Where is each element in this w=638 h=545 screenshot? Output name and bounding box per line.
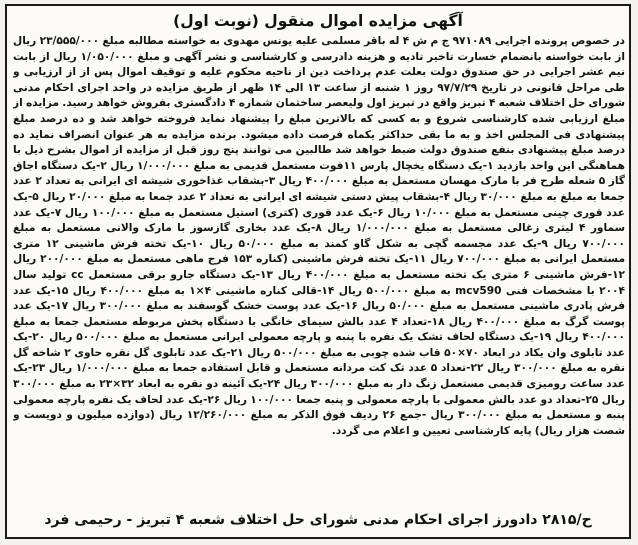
notice-title: آگهی مزایده اموال منقول (نوبت اول) (173, 12, 463, 30)
notice-frame (5, 4, 631, 539)
notice-body: در خصوص پرونده اجرایی ۹۷۱۰۸۹ ج م ش ۴ له باقر مسلمی علیه یونس مهدوی به خواسته مطالبه مبلغ ۲۳/۵۵۵/۰۰۰ ریال از بابت خواسته بانضمام خسارت تاخیر تادیه و هزینه دادرسی و کارشناسی و نشر آگهی و مبلغ ۱/۰۵۰/۰۰۰ ریال از بابت نیم عشر اجرایی در حق صندوق دولت بعلت عدم پرداخت دین از ناحیه محکوم علیه و توقیف اموال پس از از ارزیابی و طی مراحل قانونی در تاریخ ۹۷/۷/۲۹ روز ۱ شنبه از ساعت ۱۳ الی ۱۴ ظهر از طریق مزایده در واحد اجرای احکام مدنی شورای حل اختلاف شعبه ۴ تبریز واقع در تبریز اول ولیعصر ساختمان شماره ۴ دادگستری بفروش خواهد رسید. مزایده از مبلغ ارزیابی شده کارشناسی شروع و به کسی که بالاترین مبلغ را پیشنهاد نماید فروخته خواهد شد و ده درصد مبلغ پیشنهادی فی المجلس اخذ و به ما بقی حداکثر یکماه فرصت داده میشود. برنده مزایده به هر عنوان انصراف نماید ده درصد مبلغ پیشنهادی بنفع صندوق دولت ضبط خواهد شد طالبین می توانند پنج روز قبل از مزایده از اموال بشرح ذیل با هماهنگی این واحد بازدید ۱-یک دستگاه یخچال پارس ۱۱فوت مستعمل قدیمی به مبلغ ۱/۰۰۰/۰۰۰ ریال ۲-یک دستگاه اجاق گاز ۵ شعله طرح فر با مارک مهسان مستعمل به مبلغ ۴۰۰/۰۰۰ ریال ۳-بشقاب غذاخوری شیشه ای ایرانی به تعداد ۲ عدد جمعا به مبلغ به مبلغ ۳۰/۰۰۰ ریال ۴-بشقاب پیش دستی شیشه ای ایرانی به تعداد ۲ عدد جمعا به مبلغ ۲۰/۰۰۰ ریال ۵-یک عدد قوری چینی مستعمل به مبلغ ۱۰/۰۰۰ ریال ۶-یک عدد قوری (کتری) استیل مستعمل به مبلغ ۱۰۰/۰۰۰ ریال ۷-یک عدد سماور ۴ لیتری زغالی مستعمل به مبلغ ۱/۰۰۰/۰۰۰ ریال ۸-یک عدد بخاری گازسوز با مارک والانی مستعمل به مبلغ ۷۰۰/۰۰۰ ریال ۹-یک عدد مجسمه گچی به شکل گاو کمند به مبلغ ۵۰/۰۰۰ ریال ۱۰-یک تخته فرش ماشینی ۱۲ متری مستعمل ایرانی به مبلغ ۷۰۰/۰۰۰ ریال ۱۱-یک تخته فرش ماشینی (کناره ۱۵۳ فرج ماهی مستعمل به مبلغ ۲۰۰/۰۰۰ ریال ۱۲-فرش ماشینی ۶ متری یک تخته مستعمل به مبلغ ۴۰۰/۰۰۰ ریال ۱۳-یک دستگاه جارو برقی مستعمل cc تولید سال ۲۰۰۴ با مشخصات فنی mcv590 به مبلغ ۵۰۰/۰۰۰ ریال ۱۴-قالی کناره ماشینی ۴×۱ به مبلغ ۴۰۰/۰۰۰ ریال ۱۵-یک عدد فرش پادری ماشینی مستعمل به مبلغ ۵۰/۰۰۰ ریال ۱۶-یک عدد پوست خشک گوسفند به مبلغ ۳۰۰/۰۰۰ ریال ۱۷-یک عدد پوست گرگ به مبلغ ۴۰۰/۰۰۰ ریال ۱۸-تعداد ۴ عدد بالش سیمای خانگی با دستگاه پخش مربوطه مستعمل جمعا به مبلغ ۴۰۰/۰۰۰ ریال ۱۹-یک دستگاه لحاف تشک یک نفره با پنبه و پارچه معمولی ایرانی مستعمل به مبلغ ۵۰۰/۰۰۰ ریال ۲۰-یک عدد تابلوی وان یکاد در ابعاد ۷۰×۵۰ قاب شده چوبی به مبلغ ۵۰۰/۰۰۰ ریال ۲۱-یک عدد تابلوی گل نقره حاوی ۲ شاخه گل نقره به مبلغ ۳۰۰/۰۰۰ ریال ۲۲-تعداد ۵ عدد تک کت مردانه مستعمل و قابل استفاده جمعا به مبلغ ۱/۰۰۰/۰۰۰ ریال ۲۳-یک عدد ساعت رومیزی قدیمی مستعمل زنگ دار به مبلغ ۳۰۰/۰۰۰ ریال ۲۴-یک آئینه دو نقره به ابعاد ۳۲×۲۳ به مبلغ ۳۰۰/۰۰۰ ریال ۲۵-تعداد دو عدد بالش معمولی با پارچه معمولی و پنبه جمعا ۱۰۰/۰۰۰ ریال ۲۶-یک عدد لحاف یک نفره پارچه معمولی پنبه و مستعمل به مبلغ ۳۰۰/۰۰۰ ریال -جمع ۲۶ ردیف فوق الذکر به مبلغ ۱۲/۲۶۰/۰۰۰ ریال (دوازده میلیون و دویست و شصت هزار ریال) پایه کارشناسی تعیین و اعلام می گردد. (13, 35, 625, 437)
notice-signature: ح/۲۸۱۵ دادورز اجرای احکام مدنی شورای حل اختلاف شعبه ۴ تبریز - رحیمی فرد (44, 512, 592, 528)
